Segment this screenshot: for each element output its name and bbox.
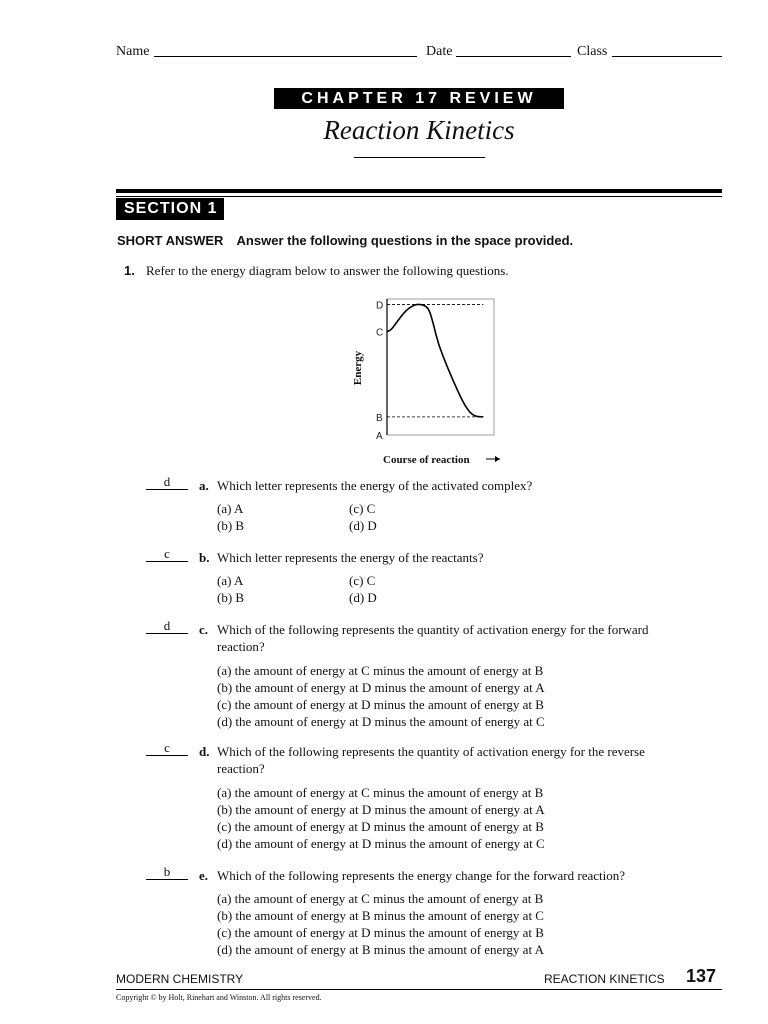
answer-blank[interactable]: d <box>146 474 188 490</box>
class-label: Class <box>577 44 608 59</box>
option-b: (b) B <box>217 518 245 533</box>
option-a: (a) the amount of energy at C minus the amount of energy at B <box>217 891 544 906</box>
x-axis-arrow-head <box>495 456 500 462</box>
footer-chapter-name: REACTION KINETICS <box>544 972 665 986</box>
level-label-A: A <box>376 431 383 442</box>
copyright: Copyright © by Holt, Rinehart and Winston. All rights reserved. <box>116 993 322 1002</box>
part-question: Which of the following represents the quantity of activation energy for the reverse <box>217 744 645 759</box>
part-question-continued: reaction? <box>217 639 265 654</box>
option-d: (d) the amount of energy at D minus the amount of energy at C <box>217 836 545 851</box>
option-a: (a) A <box>217 573 244 588</box>
answer-blank[interactable]: c <box>146 740 188 756</box>
plot-frame <box>387 299 494 435</box>
chapter-title: Reaction Kinetics <box>323 115 515 145</box>
level-label-B: B <box>376 412 383 424</box>
answer-blank[interactable]: c <box>146 546 188 562</box>
class-field-line[interactable] <box>612 56 722 57</box>
option-d: (d) the amount of energy at D minus the amount of energy at C <box>217 714 545 729</box>
title-underline <box>354 157 485 158</box>
part-letter: a. <box>199 478 209 493</box>
instruction-text: Answer the following questions in the space provided. <box>236 233 574 248</box>
option-c: (c) C <box>349 573 376 588</box>
part-letter: c. <box>199 622 209 637</box>
reaction-curve <box>387 304 483 416</box>
instruction-lead: SHORT ANSWER <box>117 233 224 248</box>
footer-book-title: MODERN CHEMISTRY <box>116 972 244 986</box>
option-a: (a) the amount of energy at C minus the amount of energy at B <box>217 663 544 678</box>
footer-rule <box>116 989 722 990</box>
option-d: (d) D <box>349 518 377 533</box>
section-thick-rule <box>116 189 722 193</box>
level-label-C: C <box>376 327 384 339</box>
answer-blank[interactable]: d <box>146 618 188 634</box>
part-question: Which of the following represents the energy change for the forward reaction? <box>217 868 626 883</box>
question-number: 1. <box>124 263 135 278</box>
chapter-banner: CHAPTER 17 REVIEW <box>274 88 564 109</box>
part-letter: b. <box>199 550 210 565</box>
section-label: SECTION 1 <box>116 198 224 220</box>
question-text: Refer to the energy diagram below to answer the following questions. <box>146 263 509 278</box>
option-c: (c) C <box>349 501 376 516</box>
level-label-D: D <box>376 300 384 312</box>
part-letter: e. <box>199 868 209 883</box>
option-c: (c) the amount of energy at D minus the amount of energy at B <box>217 819 544 834</box>
section-thin-rule <box>116 196 722 197</box>
date-label: Date <box>426 44 453 59</box>
part-letter: d. <box>199 744 210 759</box>
answer-blank[interactable]: b <box>146 864 188 880</box>
energy-diagram <box>340 290 520 470</box>
option-d: (d) the amount of energy at B minus the amount of energy at A <box>217 942 544 957</box>
name-label: Name <box>116 44 150 59</box>
y-axis-label: Energy <box>352 350 364 386</box>
part-question: Which letter represents the energy of the reactants? <box>217 550 484 565</box>
option-a: (a) the amount of energy at C minus the amount of energy at B <box>217 785 544 800</box>
date-field-line[interactable] <box>456 56 571 57</box>
option-b: (b) the amount of energy at B minus the amount of energy at C <box>217 908 544 923</box>
option-b: (b) the amount of energy at D minus the amount of energy at A <box>217 680 545 695</box>
instructions <box>117 233 573 248</box>
option-a: (a) A <box>217 501 244 516</box>
part-question: Which of the following represents the quantity of activation energy for the forward <box>217 622 649 637</box>
name-field-line[interactable] <box>154 56 417 57</box>
option-c: (c) the amount of energy at D minus the amount of energy at B <box>217 925 544 940</box>
part-question: Which letter represents the energy of the activated complex? <box>217 478 533 493</box>
option-d: (d) D <box>349 590 377 605</box>
option-c: (c) the amount of energy at D minus the amount of energy at B <box>217 697 544 712</box>
x-axis-label: Course of reaction <box>383 454 470 466</box>
option-b: (b) the amount of energy at D minus the amount of energy at A <box>217 802 545 817</box>
option-b: (b) B <box>217 590 245 605</box>
page-number: 137 <box>686 966 717 986</box>
part-question-continued: reaction? <box>217 761 265 776</box>
